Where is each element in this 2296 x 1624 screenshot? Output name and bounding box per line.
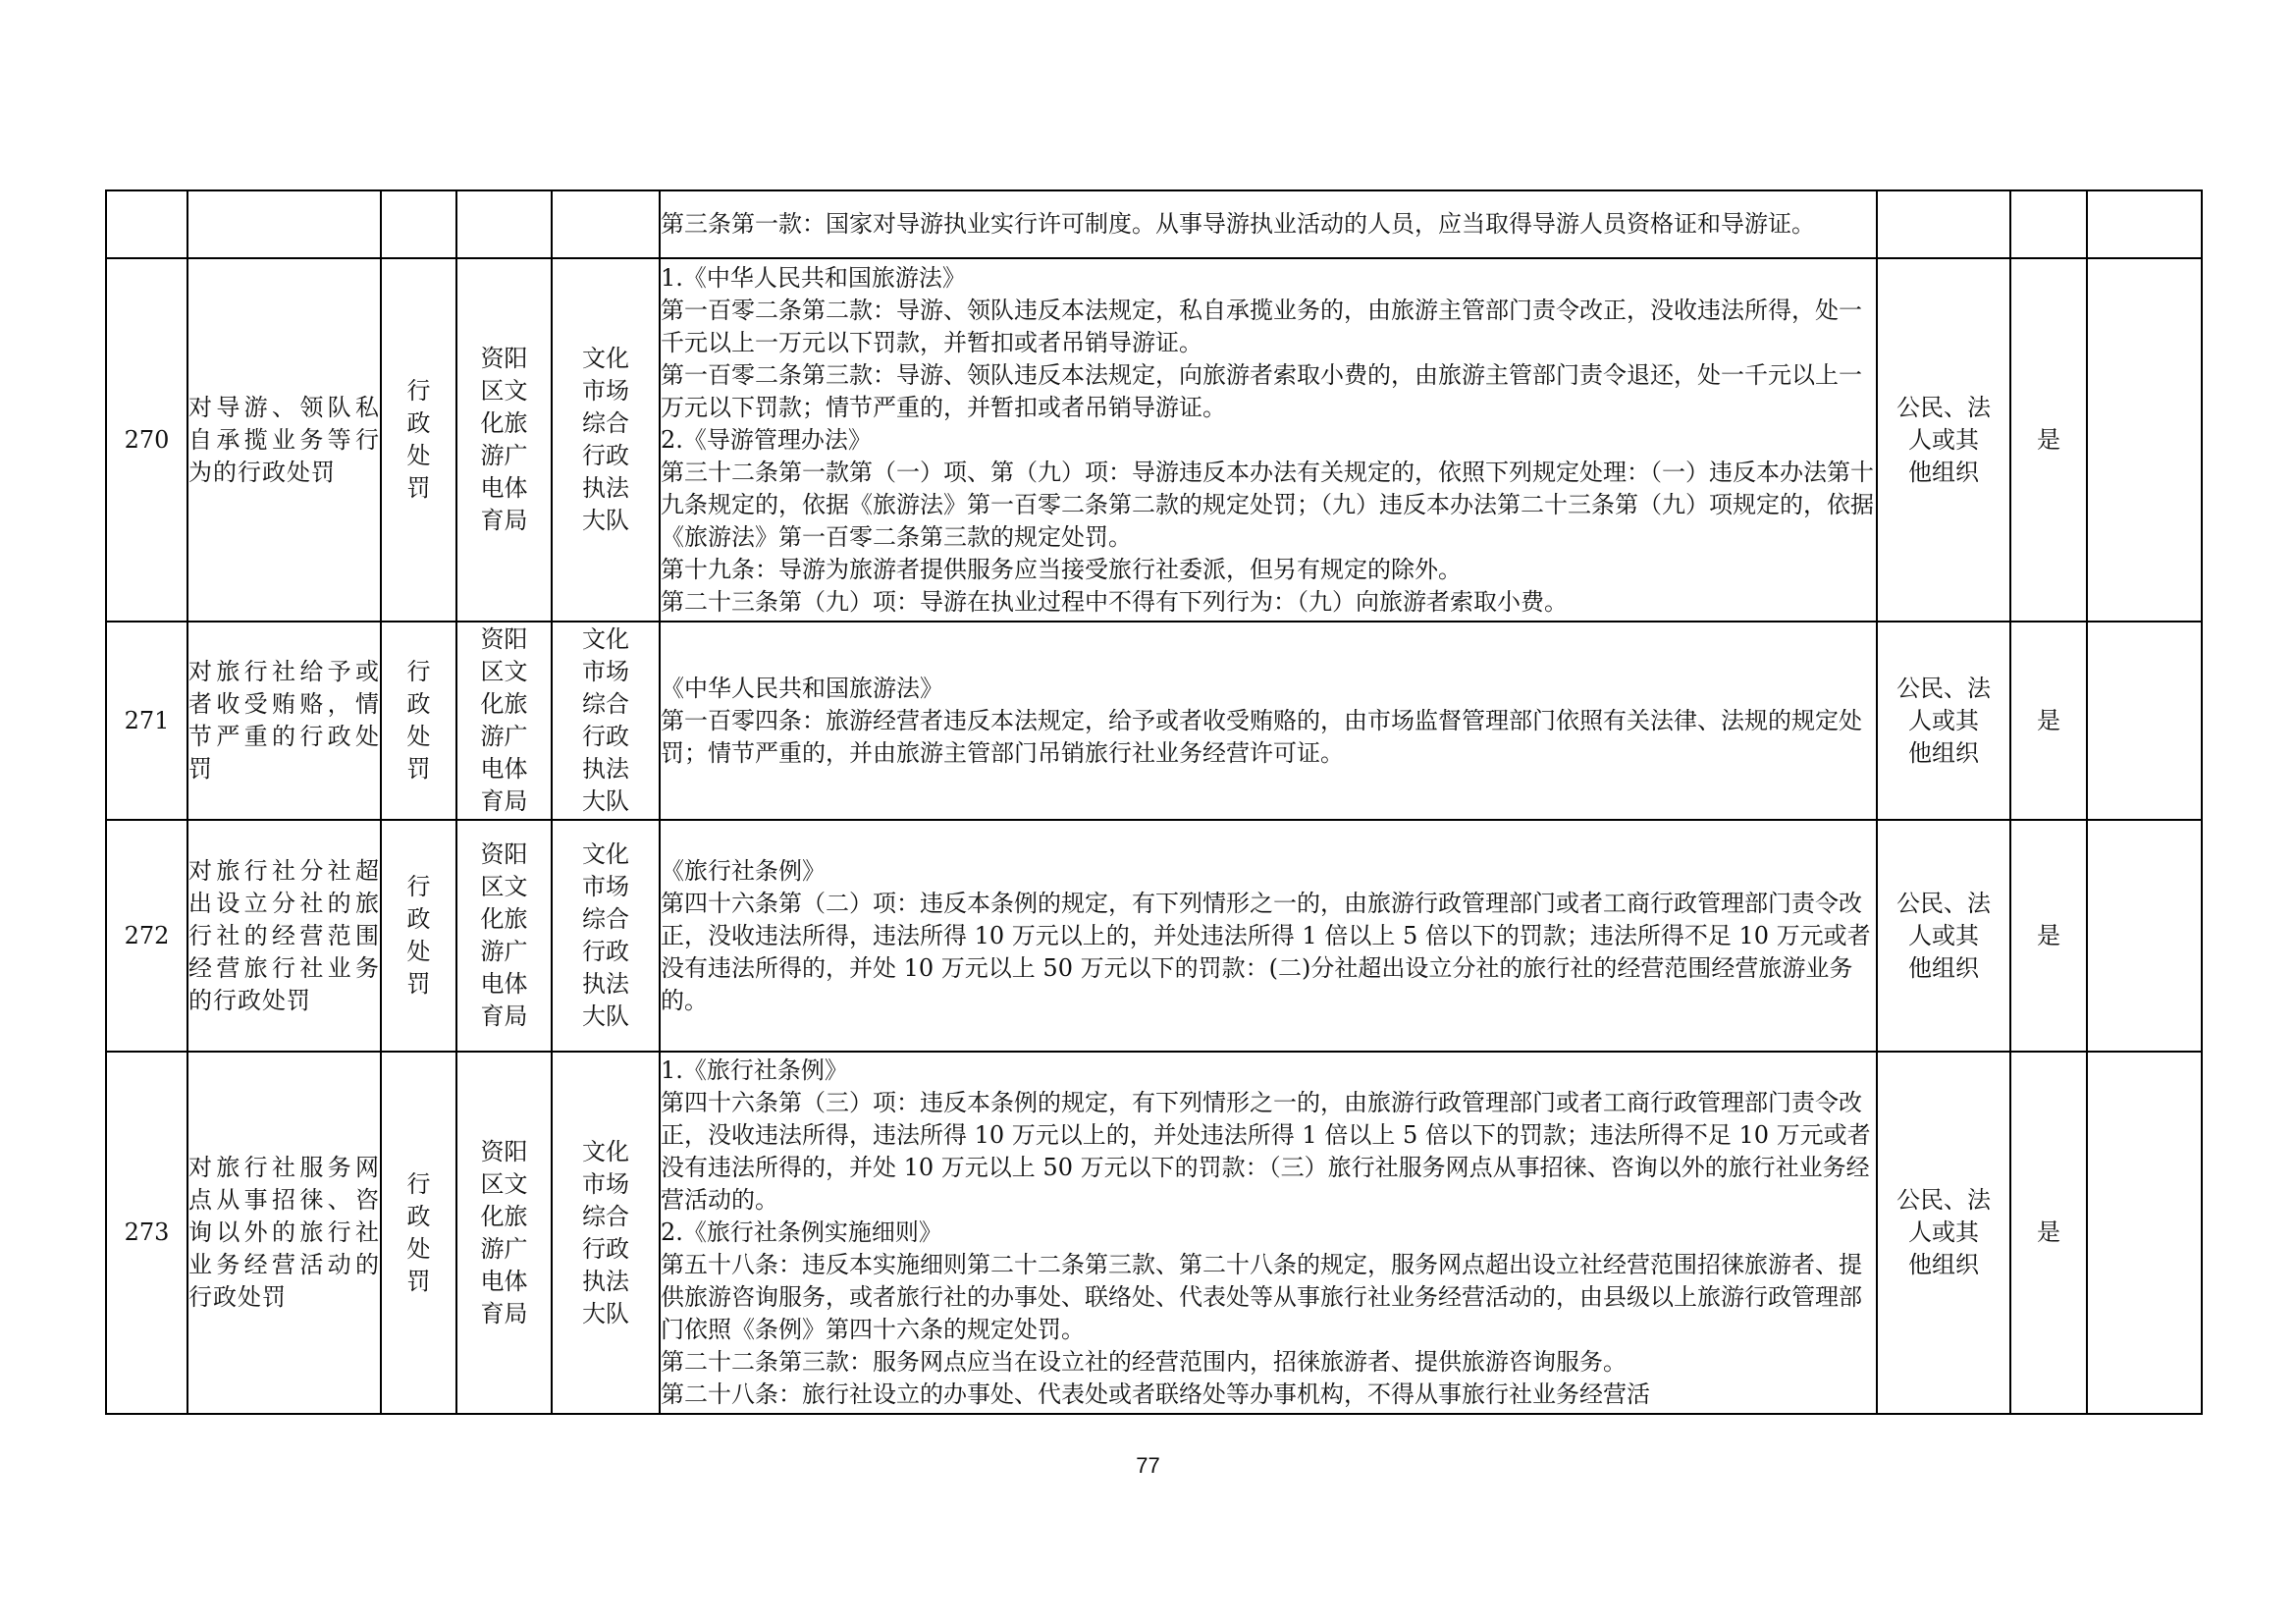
enforcement-table xyxy=(105,189,2203,1415)
item-answer: 是 xyxy=(2010,258,2087,622)
item-type: 行 政 处 罚 xyxy=(381,258,456,622)
item-answer: 是 xyxy=(2010,820,2087,1052)
item-type xyxy=(381,190,456,258)
item-type: 行 政 处 罚 xyxy=(381,820,456,1052)
legal-basis-line: 《中华人民共和国旅游法》 xyxy=(661,674,943,702)
legal-basis xyxy=(660,1052,1877,1414)
item-name xyxy=(187,190,381,258)
item-subject xyxy=(1877,190,2010,258)
item-subject: 公民、法 人或其 他组织 xyxy=(1877,1052,2010,1414)
item-department xyxy=(456,190,552,258)
table-row xyxy=(106,820,2202,1052)
item-enforcement-unit xyxy=(552,190,660,258)
page-number: 77 xyxy=(1136,1453,1160,1478)
legal-basis-line: 第一百零二条第三款：导游、领队违反本法规定，向旅游者索取小费的，由旅游主管部门责令退还，处一千元以上一万元以下罚款；情节严重的，并暂扣或者吊销导游证。 xyxy=(661,360,1862,421)
legal-basis xyxy=(660,258,1877,622)
remarks-cell xyxy=(2087,1052,2202,1414)
item-answer: 是 xyxy=(2010,1052,2087,1414)
table-row xyxy=(106,258,2202,622)
legal-basis-line: 第五十八条：违反本实施细则第二十二条第三款、第二十八条的规定，服务网点超出设立社经营范围招徕旅游者、提供旅游咨询服务，或者旅行社的办事处、联络处、代表处等从事旅行社业务经营活动的，由县级以上旅游行政管理部门依照《条例》第四十六条的规定处罚。 xyxy=(661,1251,1862,1343)
item-type: 行 政 处 罚 xyxy=(381,1052,456,1414)
item-number xyxy=(106,190,187,258)
item-subject: 公民、法 人或其 他组织 xyxy=(1877,820,2010,1052)
table-row xyxy=(106,190,2202,258)
item-department: 资阳 区文 化旅 游广 电体 育局 xyxy=(456,622,552,820)
item-department: 资阳 区文 化旅 游广 电体 育局 xyxy=(456,820,552,1052)
legal-basis xyxy=(660,190,1877,258)
item-answer: 是 xyxy=(2010,622,2087,820)
legal-basis-line: 第一百零四条：旅游经营者违反本法规定，给予或者收受贿赂的，由市场监督管理部门依照有关法律、法规的规定处罚；情节严重的，并由旅游主管部门吊销旅行社业务经营许可证。 xyxy=(661,706,1862,767)
item-number: 271 xyxy=(106,622,187,820)
legal-basis-line: 第四十六条第（二）项：违反本条例的规定，有下列情形之一的，由旅游行政管理部门或者工商行政管理部门责令改正，没收违法所得，违法所得 10 万元以上的，并处违法所得 1 倍以上 5 倍以下的罚款；违法所得不足 10 万元或者没有违法所得的，并处 10 万元以上 50 万元以下的罚款：(二)分社超出设立分社的旅行社的经营范围经营旅游业务的。 xyxy=(661,889,1871,1014)
legal-basis-line: 《旅行社条例》 xyxy=(661,856,826,885)
item-name: 对旅行社分社超出设立分社的旅行社的经营范围经营旅行社业务的行政处罚 xyxy=(187,820,381,1052)
remarks-cell xyxy=(2087,820,2202,1052)
legal-basis-line: 1.《旅行社条例》 xyxy=(661,1056,848,1084)
item-subject: 公民、法 人或其 他组织 xyxy=(1877,258,2010,622)
item-number: 270 xyxy=(106,258,187,622)
legal-basis-line: 2.《旅行社条例实施细则》 xyxy=(661,1218,942,1246)
legal-basis-line: 第二十八条：旅行社设立的办事处、代表处或者联络处等办事机构，不得从事旅行社业务经营活 xyxy=(661,1380,1650,1408)
item-enforcement-unit: 文化 市场 综合 行政 执法 大队 xyxy=(552,622,660,820)
legal-basis-line: 第三条第一款：国家对导游执业实行许可制度。从事导游执业活动的人员，应当取得导游人员资格证和导游证。 xyxy=(661,210,1815,238)
legal-basis-line: 第三十二条第一款第（一）项、第（九）项：导游违反本办法有关规定的，依照下列规定处理：（一）违反本办法第十九条规定的，依据《旅游法》第一百零二条第二款的规定处罚；（九）违反本办法第二十三条第（九）项规定的，依据《旅游法》第一百零二条第三款的规定处罚。 xyxy=(661,458,1874,551)
legal-basis-line: 第四十六条第（三）项：违反本条例的规定，有下列情形之一的，由旅游行政管理部门或者工商行政管理部门责令改正，没收违法所得，违法所得 10 万元以上的，并处违法所得 1 倍以上 5 倍以下的罚款；违法所得不足 10 万元或者没有违法所得的，并处 10 万元以上 50 万元以下的罚款：（三）旅行社服务网点从事招徕、咨询以外的旅行社业务经营活动的。 xyxy=(661,1089,1871,1214)
legal-basis-line: 第二十三条第（九）项：导游在执业过程中不得有下列行为：（九）向旅游者索取小费。 xyxy=(661,587,1568,616)
item-name: 对旅行社给予或者收受贿赂，情节严重的行政处罚 xyxy=(187,622,381,820)
legal-basis-line: 第二十二条第三款：服务网点应当在设立社的经营范围内，招徕旅游者、提供旅游咨询服务。 xyxy=(661,1348,1627,1376)
item-answer xyxy=(2010,190,2087,258)
remarks-cell xyxy=(2087,622,2202,820)
legal-basis xyxy=(660,622,1877,820)
item-number: 272 xyxy=(106,820,187,1052)
legal-basis-line: 2.《导游管理办法》 xyxy=(661,425,872,454)
item-enforcement-unit: 文化 市场 综合 行政 执法 大队 xyxy=(552,258,660,622)
item-enforcement-unit: 文化 市场 综合 行政 执法 大队 xyxy=(552,1052,660,1414)
legal-basis xyxy=(660,820,1877,1052)
item-number: 273 xyxy=(106,1052,187,1414)
item-name: 对旅行社服务网点从事招徕、咨询以外的旅行社业务经营活动的行政处罚 xyxy=(187,1052,381,1414)
table-row xyxy=(106,622,2202,820)
item-department: 资阳 区文 化旅 游广 电体 育局 xyxy=(456,1052,552,1414)
item-subject: 公民、法 人或其 他组织 xyxy=(1877,622,2010,820)
legal-basis-line: 1.《中华人民共和国旅游法》 xyxy=(661,263,966,292)
legal-basis-line: 第一百零二条第二款：导游、领队违反本法规定，私自承揽业务的，由旅游主管部门责令改正，没收违法所得，处一千元以上一万元以下罚款，并暂扣或者吊销导游证。 xyxy=(661,296,1862,356)
item-enforcement-unit: 文化 市场 综合 行政 执法 大队 xyxy=(552,820,660,1052)
remarks-cell xyxy=(2087,190,2202,258)
legal-basis-line: 第十九条：导游为旅游者提供服务应当接受旅行社委派，但另有规定的除外。 xyxy=(661,555,1462,583)
table-row xyxy=(106,1052,2202,1414)
remarks-cell xyxy=(2087,258,2202,622)
item-name: 对导游、领队私自承揽业务等行为的行政处罚 xyxy=(187,258,381,622)
item-department: 资阳 区文 化旅 游广 电体 育局 xyxy=(456,258,552,622)
item-type: 行 政 处 罚 xyxy=(381,622,456,820)
